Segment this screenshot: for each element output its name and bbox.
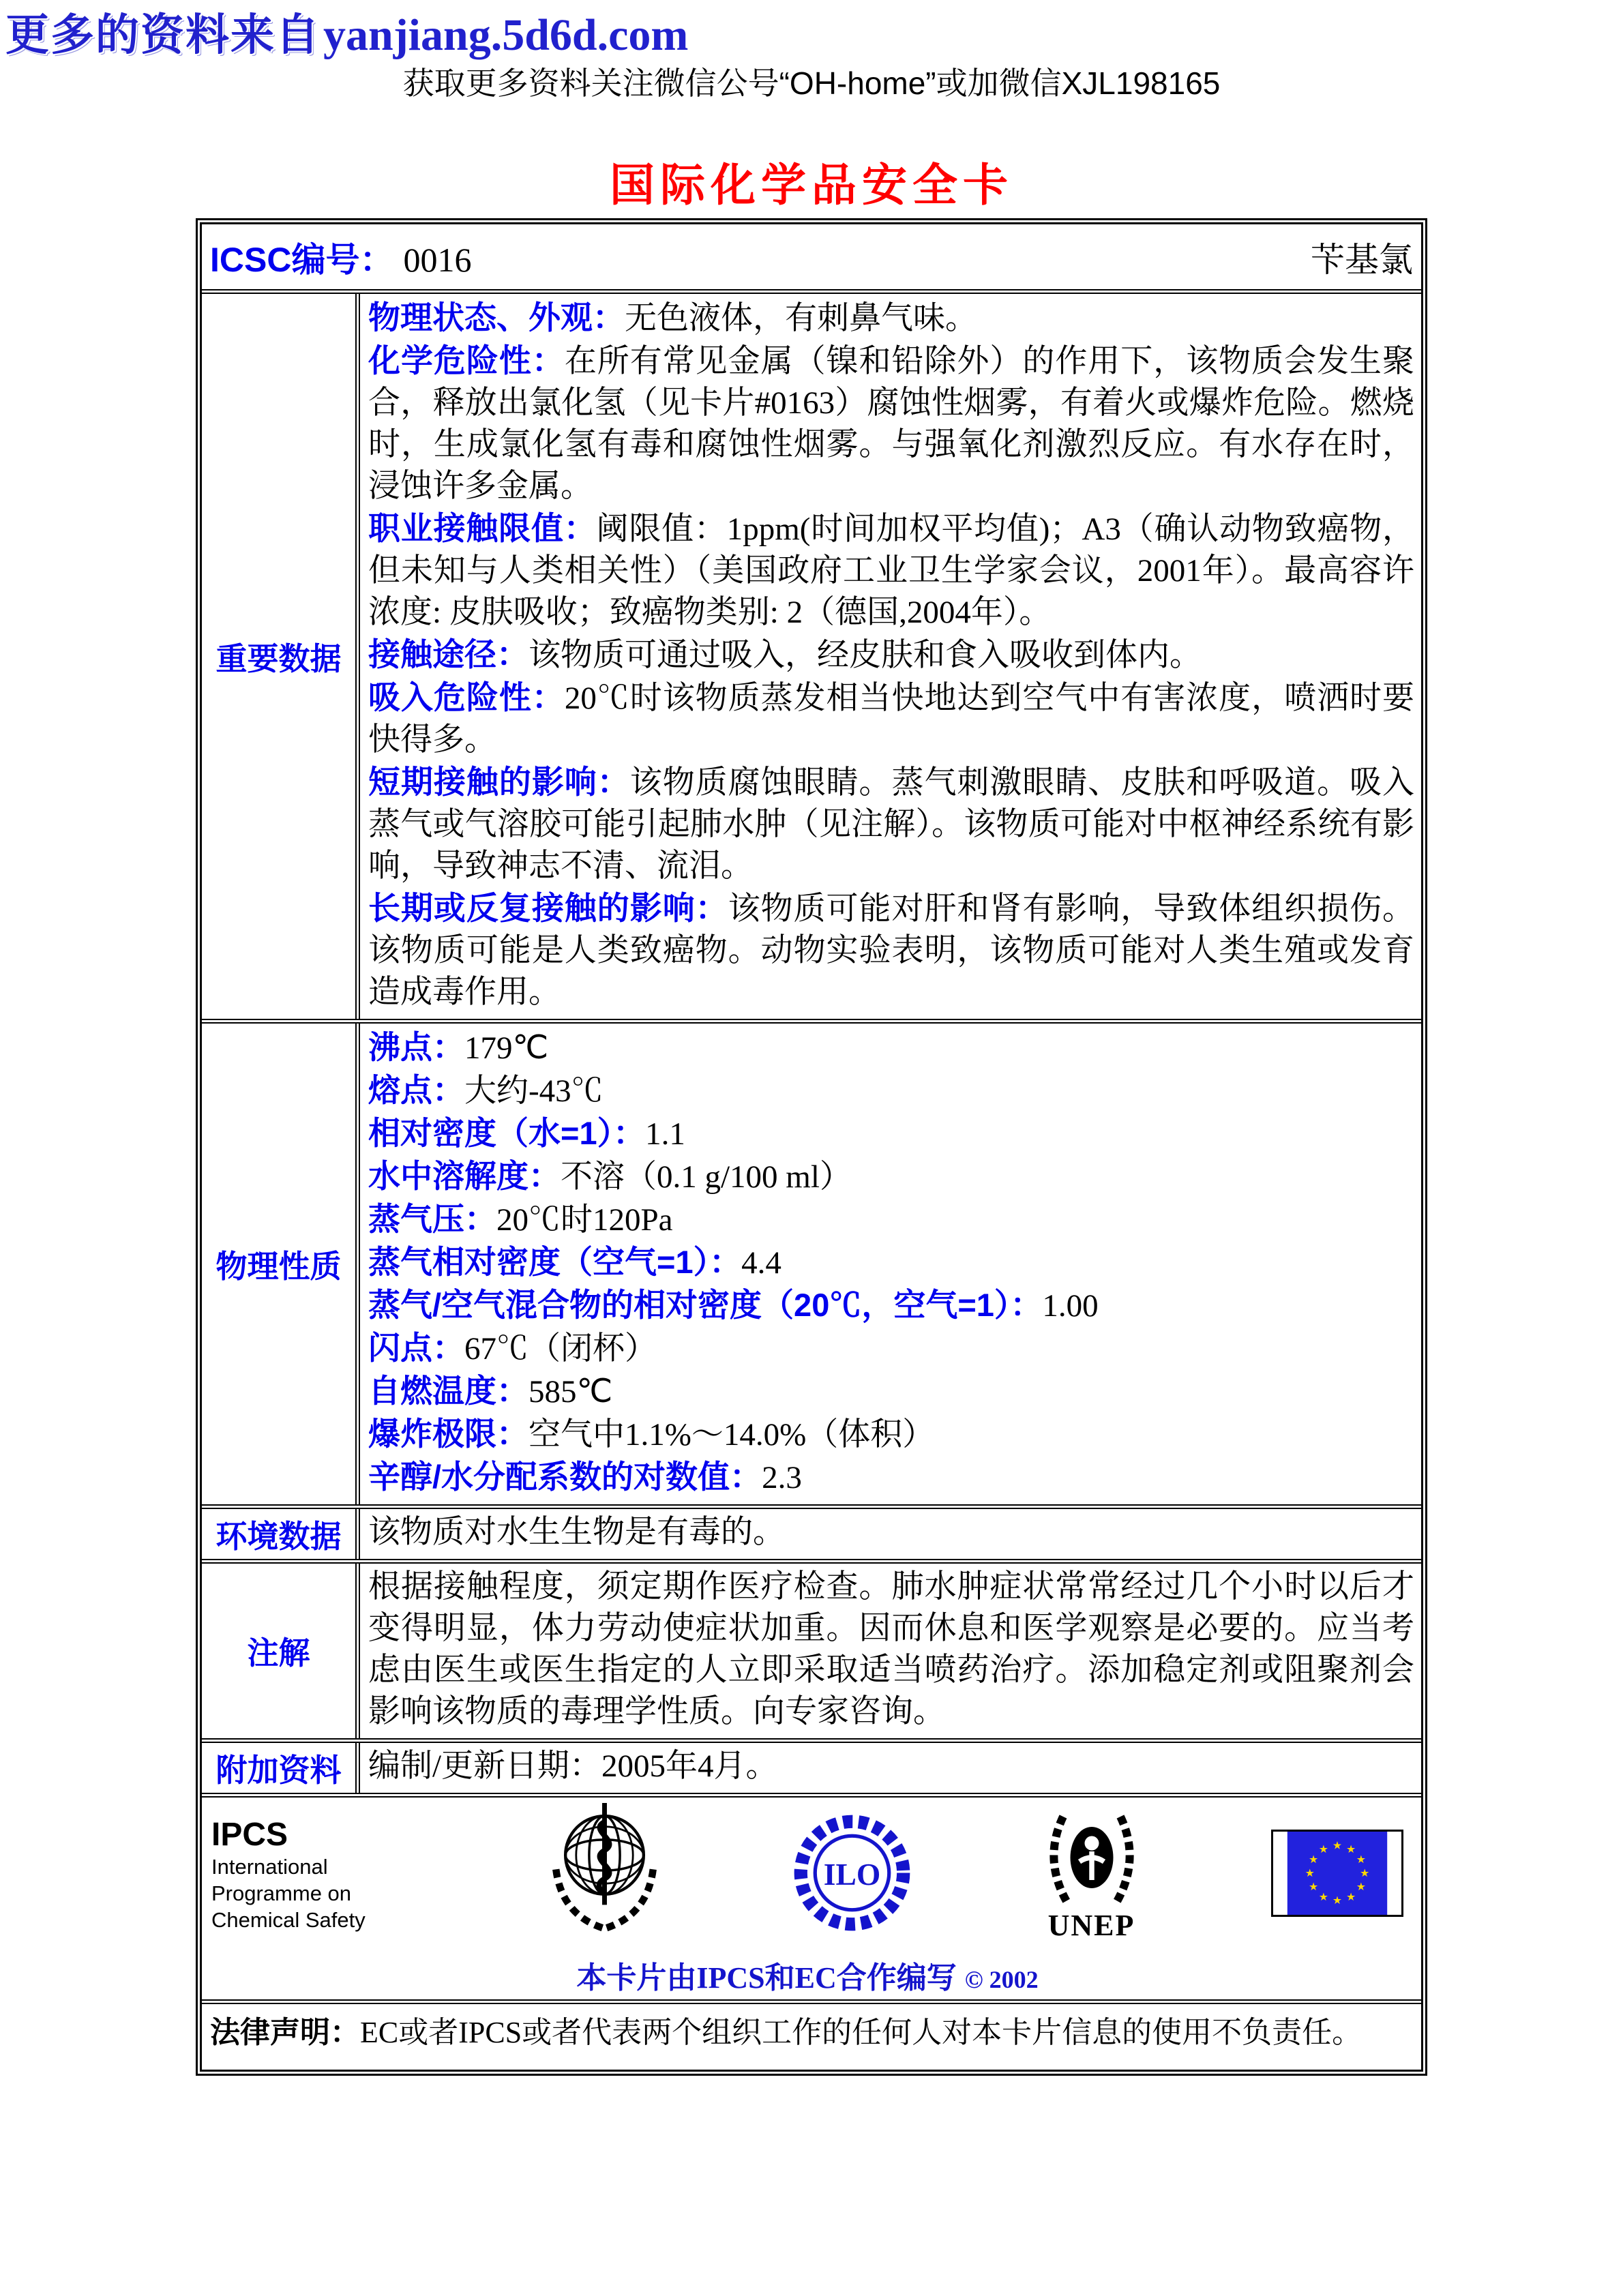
- property-label: 水中溶解度：: [368, 1158, 561, 1194]
- svg-text:★: ★: [1346, 1842, 1356, 1855]
- svg-text:★: ★: [1308, 1879, 1319, 1893]
- important-item: [368, 761, 1414, 887]
- physical-properties-content: [360, 1024, 1421, 1504]
- property-label: 相对密度（水=1）：: [368, 1115, 646, 1151]
- item-text: 该物质可通过吸入，经皮肤和食入吸收到体内。: [528, 638, 1202, 673]
- banner-text: 更多的资料来自: [5, 10, 321, 59]
- physical-line: [368, 1112, 1414, 1155]
- item-text: 该物质可能对肝和肾有影响，导致体组织损伤。该物质可能是人类致癌物。动物实验表明，该物质可能对人类生殖或发育造成毒作用。: [368, 891, 1415, 1010]
- property-label: 蒸气压：: [368, 1201, 496, 1237]
- environment-data-row: [202, 1509, 1421, 1564]
- additional-info-content: 编制/更新日期：2005年4月。: [368, 1748, 778, 1784]
- item-text: 在所有常见金属（镍和铅除外）的作用下，该物质会发生聚合，释放出氯化氢（见卡片#0163）腐蚀性烟雾，有着火或爆炸危险。燃烧时，生成氯化氢有毒和腐蚀性烟雾。与强氧化剂激烈反应。有水存在时，浸蚀许多金属。: [368, 344, 1415, 504]
- additional-info-row-label: 附加资料: [202, 1743, 360, 1793]
- logos-strip: [211, 1803, 1403, 1946]
- important-item: [368, 676, 1414, 761]
- logos-cell: [202, 1798, 1421, 1999]
- important-data-content: [360, 294, 1421, 1019]
- physical-line: [368, 1370, 1414, 1413]
- property-value: 20℃时120Pa: [496, 1202, 673, 1238]
- property-value: 大约-43℃: [464, 1073, 604, 1109]
- item-label: 吸入危险性：: [368, 679, 565, 715]
- item-label: 短期接触的影响：: [368, 764, 630, 800]
- svg-text:★: ★: [1305, 1866, 1315, 1879]
- item-label: 化学危险性：: [368, 342, 565, 378]
- ipcs-subtitle-line: Programme on: [211, 1881, 352, 1905]
- item-label: 长期或反复接触的影响：: [368, 890, 728, 926]
- physical-line: [368, 1026, 1414, 1069]
- property-label: 爆炸极限：: [368, 1416, 528, 1452]
- property-label: 熔点：: [368, 1072, 464, 1108]
- important-item: [368, 633, 1414, 676]
- notes-content: 根据接触程度，须定期作医疗检查。肺水肿症状常常经过几个小时以后才变得明显，体力劳动使症状加重。因而休息和医学观察是必要的。应当考虑由医生或医生指定的人立即采取适当喷药治疗。添加稳定剂或阻聚剂会影响该物质的毒理学性质。向专家咨询。: [368, 1569, 1414, 1729]
- important-item: [368, 887, 1414, 1013]
- property-value: 不溶（0.1 g/100 ml）: [561, 1159, 852, 1195]
- unep-logo-icon: [1041, 1808, 1143, 1941]
- property-value: 585℃: [528, 1374, 613, 1410]
- svg-text:★: ★: [1346, 1890, 1356, 1903]
- property-label: 闪点：: [368, 1330, 464, 1366]
- property-label: 蒸气/空气混合物的相对密度（20℃，空气=1）：: [368, 1287, 1043, 1323]
- ipcs-subtitle-line: Chemical Safety: [211, 1907, 366, 1932]
- ipcs-title: IPCS: [211, 1816, 288, 1853]
- physical-line: [368, 1241, 1414, 1284]
- svg-text:★: ★: [1360, 1866, 1370, 1879]
- physical-line: [368, 1198, 1414, 1241]
- physical-line: [368, 1284, 1414, 1327]
- property-label: 蒸气相对密度（空气=1）：: [368, 1244, 742, 1280]
- svg-text:★: ★: [1318, 1842, 1328, 1855]
- icsc-number-label: ICSC编号：: [210, 240, 394, 279]
- item-label: 物理状态、外观：: [368, 299, 625, 336]
- notes-row: [202, 1564, 1421, 1743]
- physical-properties-row-label: 物理性质: [202, 1024, 360, 1504]
- physical-line: [368, 1456, 1414, 1499]
- important-item: [368, 340, 1414, 507]
- property-value: 2.3: [762, 1460, 802, 1495]
- legal-label: 法律声明：: [210, 2016, 360, 2049]
- ilo-logo-icon: [792, 1813, 912, 1936]
- legal-content: [202, 2004, 1421, 2070]
- additional-info-row: [202, 1743, 1421, 1798]
- property-label: 沸点：: [368, 1029, 464, 1065]
- property-value: 179℃: [464, 1030, 549, 1066]
- icsc-number-group: [210, 233, 471, 282]
- ipcs-text-block: [211, 1817, 416, 1933]
- important-data-row: [202, 294, 1421, 1024]
- physical-line: [368, 1155, 1414, 1198]
- property-value: 空气中1.1%～14.0%（体积）: [528, 1417, 935, 1452]
- ipcs-subtitle-line: International: [211, 1854, 328, 1879]
- property-value: 67℃（闭杯）: [464, 1331, 657, 1367]
- eu-flag-icon: [1271, 1830, 1403, 1920]
- legal-row: [202, 2004, 1421, 2070]
- caption-text: 本卡片由IPCS和EC合作编写: [576, 1961, 957, 1995]
- icsc-number-cell: [202, 224, 1421, 289]
- environment-row-label: 环境数据: [202, 1509, 360, 1559]
- svg-text:★: ★: [1356, 1852, 1367, 1866]
- notes-row-label: 注解: [202, 1564, 360, 1738]
- item-text: 20℃时该物质蒸发相当快地达到空气中有害浓度，喷洒时要快得多。: [368, 681, 1415, 758]
- item-text: 阈限值：1ppm(时间加权平均值)；A3（确认动物致癌物，但未知与人类相关性）（美国政府工业卫生学家会议，2001年）。最高容许浓度: 皮肤吸收；致癌物类别: 2（德国,2004年）。: [368, 511, 1414, 630]
- page-title: 国际化学品安全卡: [610, 161, 1013, 211]
- physical-line: [368, 1327, 1414, 1370]
- logos-row: [202, 1798, 1421, 2004]
- svg-text:ILO: ILO: [823, 1857, 881, 1892]
- physical-line: [368, 1069, 1414, 1112]
- property-value: 1.00: [1042, 1288, 1099, 1324]
- who-logo-icon: [545, 1803, 664, 1946]
- unep-wordmark: UNEP: [1047, 1909, 1135, 1942]
- svg-text:★: ★: [1356, 1879, 1367, 1893]
- physical-line: [368, 1413, 1414, 1456]
- svg-text:★: ★: [1308, 1852, 1319, 1866]
- legal-text: EC或者IPCS或者代表两个组织工作的任何人对本卡片信息的使用不负责任。: [360, 2016, 1363, 2049]
- important-data-row-label: 重要数据: [202, 294, 360, 1019]
- item-text: 该物质腐蚀眼睛。蒸气刺激眼睛、皮肤和呼吸道。吸入蒸气或气溶胶可能引起肺水肿（见注解）。该物质可能对中枢神经系统有影响，导致神志不清、流泪。: [368, 765, 1415, 884]
- physical-properties-row: [202, 1024, 1421, 1509]
- environment-content: 该物质对水生生物是有毒的。: [368, 1515, 785, 1550]
- site-banner: [5, 0, 688, 63]
- cooperation-caption: [211, 1953, 1403, 1997]
- property-value: 1.1: [645, 1116, 685, 1152]
- banner-url-link[interactable]: yanjiang.5d6d.com: [323, 10, 689, 60]
- wechat-subtitle: 获取更多资料关注微信公号“OH-home”或加微信XJL198165: [402, 65, 1221, 101]
- svg-text:★: ★: [1332, 1838, 1343, 1852]
- svg-text:★: ★: [1318, 1890, 1328, 1903]
- item-label: 职业接触限值：: [368, 510, 597, 546]
- icsc-number-value: 0016: [403, 240, 472, 279]
- property-label: 自燃温度：: [368, 1373, 528, 1409]
- important-item: [368, 297, 1414, 340]
- property-value: 4.4: [741, 1245, 781, 1281]
- chemical-name: 苄基氯: [1311, 240, 1413, 279]
- item-label: 接触途径：: [368, 636, 528, 672]
- safety-card-table: [196, 218, 1427, 2076]
- svg-text:★: ★: [1332, 1893, 1343, 1907]
- icsc-number-row: [202, 224, 1421, 294]
- property-label: 辛醇/水分配系数的对数值：: [368, 1459, 762, 1495]
- copyright-text: © 2002: [964, 1966, 1039, 1993]
- item-text: 无色液体，有刺鼻气味。: [625, 301, 977, 336]
- important-item: [368, 507, 1414, 633]
